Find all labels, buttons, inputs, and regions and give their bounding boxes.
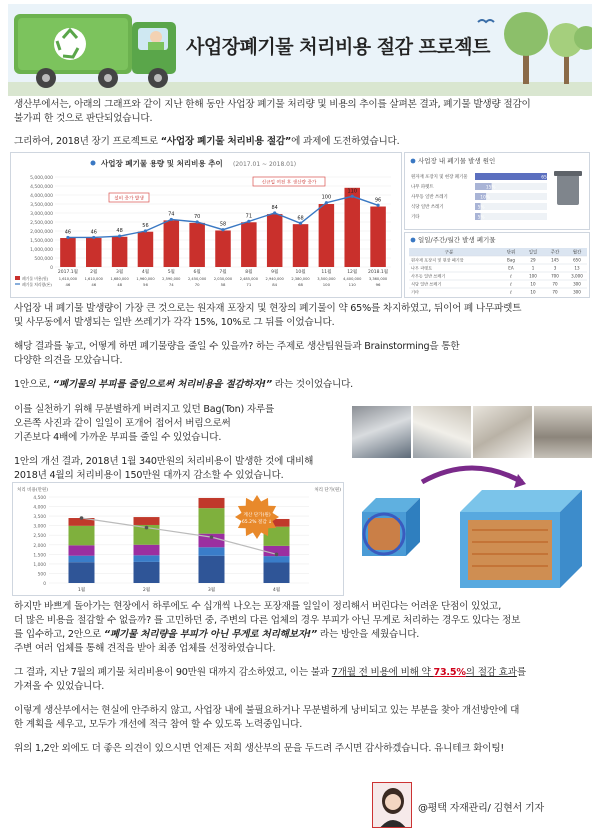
tons-table-value: 48 (117, 282, 123, 287)
tons-data-label: 70 (193, 214, 201, 220)
y-tick-label: 3,000 (33, 524, 46, 530)
tons-data-label: 46 (90, 229, 97, 236)
photo-3 (473, 406, 532, 458)
y-tick-label: 2,000,000 (30, 230, 53, 235)
tons-point (299, 222, 302, 225)
intro-text: 그리하여, 2018년 장기 프로젝트로 (14, 136, 161, 147)
cost-bar (293, 224, 309, 267)
cost-bar (215, 230, 231, 267)
tons-data-label: 71 (245, 213, 253, 220)
cost-table-value: 1,680,000 (110, 277, 129, 281)
table-cell: 300 (573, 281, 581, 287)
plan1-slogan: “폐기물의 부피를 줄임으로써 처리비용을 절감하자!” (52, 379, 272, 390)
x-tick-label: 2월 (142, 588, 151, 593)
closing-line-1: 이렇게 생산부에서는 현실에 안주하지 않고, 사업장 내에 불필요하거나 무분별하게 낭비되고 있는 부분을 찾아 개선방안에 대 (14, 705, 520, 716)
y-tick-label: 3,500 (33, 515, 46, 521)
tons-table-value: 96 (375, 282, 381, 287)
table-cell: 기타 (411, 289, 419, 295)
y-tick-label: 1,500,000 (30, 239, 53, 244)
cost-table-value: 1,960,000 (136, 277, 155, 281)
tons-point (221, 228, 224, 231)
x-tick-label: 5월 (167, 270, 175, 275)
table-cell: Bag (507, 257, 515, 263)
brainstorm-line-1: 해당 결과를 놓고, 어떻게 하면 폐기물량을 줄일 수 있을까? 하는 주제로 생산팀원들과 Brainstorming을 통한 (14, 341, 460, 352)
cost-bar (189, 223, 205, 267)
tons-point (118, 235, 121, 238)
tons-table-value: 56 (143, 282, 148, 287)
y-tick-label: 3,500,000 (30, 203, 53, 208)
y-tick-label: 4,000 (33, 505, 46, 511)
tons-table-value: 58 (220, 282, 226, 287)
left-axis-label: 처리 비용(만원) (17, 488, 49, 493)
tons-table-value: 68 (298, 282, 303, 287)
cost-table-value: 2,450,000 (188, 277, 207, 281)
x-tick-label: 2018.1월 (368, 270, 389, 275)
y-tick-label: 4,500,000 (30, 185, 53, 190)
table-cell: 10 (530, 281, 536, 287)
title-bullet-icon (91, 161, 96, 166)
callout-line-2: 65.2% 절감 ↓ (241, 520, 273, 525)
chart-period: (2017.01 ~ 2018.01) (233, 161, 297, 168)
x-tick-label: 4월 (272, 588, 281, 593)
table-cell: 145 (551, 257, 559, 263)
x-tick-label: 6월 (193, 270, 201, 275)
cause-label: 원자재 포장지 및 현장 폐기물 (411, 175, 468, 180)
table-cell: 700 (551, 273, 559, 279)
legend-tons-label: 폐기물 처리량(톤) (22, 282, 52, 287)
tons-table-value: 110 (348, 282, 356, 287)
tree-icon (478, 12, 592, 84)
table-header-cell: 일일 (528, 250, 538, 256)
cause-title: 사업장 내 폐기물 발생 원인 (418, 157, 496, 165)
tons-data-label: 48 (116, 228, 123, 235)
y-tick-label: 2,500 (33, 534, 46, 540)
reporter-portrait-icon (373, 783, 412, 828)
cause-label: 나무 파렛트 (411, 185, 434, 190)
table-cell: 10 (530, 289, 536, 295)
cause-percent: 5% (477, 215, 485, 221)
tons-point (66, 236, 69, 239)
table-cell: ℓ (510, 289, 512, 295)
legend-cost-label: 폐기물 비용(원) (22, 276, 49, 281)
stack-segment (264, 563, 290, 583)
result2-underline: 7개월 전 비용에 비해 약 (331, 667, 434, 678)
table-cell: 3 (553, 265, 557, 271)
main-chart-panel (10, 152, 402, 298)
header-banner (8, 4, 592, 96)
analysis-line-2: 및 사무동에서 발생되는 일반 쓰레기가 각각 15%, 10%로 그 뒤를 이었습니다. (14, 317, 335, 328)
unit-cost-point (80, 516, 84, 520)
plan1-line (14, 378, 353, 393)
y-tick-label: 5,000,000 (30, 176, 53, 181)
cost-table-value: 4,400,000 (343, 277, 362, 281)
cause-percent: 15% (485, 185, 496, 191)
cost-table-value: 2,485,000 (239, 277, 258, 281)
cost-table-value: 3,500,000 (317, 277, 336, 281)
tons-data-label: 68 (297, 215, 304, 222)
tons-data-label: 110 (347, 188, 358, 195)
reporter-avatar (372, 782, 412, 828)
y-tick-label: 500 (37, 572, 46, 578)
x-tick-label: 11월 (321, 270, 332, 275)
cost-bar (344, 188, 360, 267)
plan1-suffix: 라는 것이었습니다. (271, 379, 354, 390)
cause-percent: 10% (480, 195, 491, 201)
tons-data-label: 74 (168, 211, 175, 218)
cost-bar (267, 214, 283, 267)
x-tick-label: 9월 (271, 270, 279, 275)
cause-track (475, 213, 547, 220)
tons-data-label: 46 (64, 229, 72, 236)
table-header-cell: 단위 (506, 250, 516, 256)
x-tick-label: 4월 (141, 270, 150, 275)
cost-table-value: 2,380,000 (291, 277, 310, 281)
saving-percent: 73.5% (433, 667, 466, 678)
cause-label: 사무동 일반 쓰레기 (411, 195, 448, 200)
result1-line-1: 1안의 개선 결과, 2018년 1월 340만원의 처리비용이 발생한 것에 대비해 (14, 456, 314, 467)
bag-line-3: 기존보다 4배에 가까운 부피를 줄일 수 있었습니다. (14, 432, 222, 443)
stack-segment (69, 562, 95, 583)
table-cell: ℓ (510, 273, 512, 279)
bag-line-2: 오른쪽 사진과 같이 일일이 포개어 접어서 버림으로써 (14, 418, 231, 429)
panel-bullet-icon (411, 238, 416, 243)
tons-point (247, 220, 250, 223)
plan2-line-1: 하지만 바쁘게 돌아가는 현장에서 하루에도 수 십개씩 나오는 포장재를 일일이 정리해서 버린다는 어려운 단점이 있었고, (14, 601, 502, 612)
y-tick-label: 1,000 (33, 562, 46, 568)
result2-line-1 (14, 666, 526, 681)
stack-segment (134, 562, 160, 583)
table-cell: 300 (573, 289, 581, 295)
unit-cost-point (275, 553, 279, 557)
waste-cost-trend-chart (11, 153, 403, 299)
tons-table-value: 100 (322, 282, 331, 287)
panel-bullet-icon (411, 159, 416, 164)
period-waste-table (405, 233, 591, 299)
result2-underline-2: 의 절감 효과 (465, 667, 517, 678)
cost-table-value: 1,610,000 (84, 277, 103, 281)
photo-1 (352, 406, 411, 458)
plan2-suffix: 라는 방안을 세웠습니다. (317, 629, 420, 640)
annotation-1: 설비 증가 발생 (114, 196, 144, 202)
cause-track (475, 203, 547, 210)
cost-table-value: 1,610,000 (58, 277, 78, 281)
cost-reduction-chart-panel (12, 482, 344, 596)
table-cell: 100 (529, 273, 537, 279)
period-title: 일일/주간/월간 발생 폐기물 (418, 236, 496, 244)
photo-2 (413, 406, 472, 458)
tons-data-label: 56 (142, 223, 149, 229)
table-cell: 70 (552, 281, 558, 287)
table-cell: 13 (574, 265, 580, 271)
x-tick-label: 10월 (295, 270, 306, 275)
cause-bar (475, 173, 547, 180)
tons-table-value: 74 (168, 282, 174, 287)
y-tick-label: 4,000,000 (30, 194, 53, 199)
period-panel (404, 232, 590, 298)
tons-point (144, 229, 147, 232)
cost-bar (164, 220, 180, 267)
garbage-truck-icon (14, 14, 176, 88)
analysis-line-1: 사업장 내 폐기물 발생량이 가장 큰 것으로는 원자재 포장지 및 현장의 폐기물이 약 65%를 차지하였고, 뒤이어 폐 나무파렛트 (14, 303, 522, 314)
stack-segment (199, 498, 225, 508)
result1-line-2: 2018년 4월의 처리비용이 150만원 대까지 감소할 수 있었습니다. (14, 470, 284, 481)
x-tick-label: 8월 (245, 270, 253, 275)
plan2-prefix: 를 입수하고, 2안으로 (14, 629, 104, 640)
stack-segment (69, 545, 95, 555)
result2-prefix: 그 결과, 지난 7월의 폐기물 처리비용이 90만원 대까지 감소하였고, 이는 불과 (14, 667, 332, 678)
stack-segment (134, 545, 160, 556)
cause-percent: 65% (541, 175, 551, 181)
cost-table-value: 2,030,000 (213, 277, 233, 281)
table-header-cell: 주간 (550, 250, 560, 256)
stack-segment (69, 556, 95, 562)
x-tick-label: 7월 (219, 270, 227, 275)
chart-title: 사업장 폐기물 용량 및 처리비용 추이 (101, 159, 223, 168)
tons-table-value: 70 (194, 282, 200, 287)
byline: @평택 자재관리/ 김현서 기자 (418, 803, 544, 814)
intro-text-end: 에 과제에 도전하였습니다. (291, 136, 400, 147)
cost-bar (60, 238, 76, 267)
tons-point (196, 220, 199, 223)
tons-point (273, 211, 276, 214)
table-cell: 사무동 일반 쓰레기 (411, 273, 446, 279)
cost-bar (138, 232, 154, 267)
cost-table-value: 3,360,000 (368, 277, 388, 281)
plan2-slogan: “폐기물 처리량을 부피가 아닌 무게로 처리해보자!” (103, 629, 318, 640)
cost-bar (319, 204, 335, 267)
right-axis-label: 처리 단가(원) (314, 488, 341, 493)
y-tick-label: 0 (43, 582, 46, 587)
tons-data-label: 100 (321, 194, 332, 201)
table-cell: 650 (573, 257, 581, 263)
table-cell: EA (508, 265, 514, 271)
intro-line-1: 생산부에서는, 아래의 그래프와 같이 지난 한해 동안 사업장 폐기물 처리량 및 비용의 추이를 살펴본 결과, 폐기물 발생량 절감이 (14, 99, 531, 110)
plan2-line-3 (14, 628, 419, 643)
tons-table-value: 84 (272, 282, 278, 287)
cause-percent: 5% (477, 205, 485, 211)
trash-bin-lid-icon (554, 171, 582, 176)
tons-point (325, 201, 328, 204)
cost-bar (370, 207, 386, 267)
y-tick-label: 3,000,000 (30, 212, 53, 217)
y-tick-label: 500,000 (34, 257, 53, 262)
result2-suffix: 를 (516, 667, 526, 678)
unit-cost-point (210, 535, 214, 539)
brainstorm-line-2: 다양한 의견을 모았습니다. (14, 355, 123, 366)
y-tick-label: 4,500 (33, 496, 46, 501)
stack-segment (199, 547, 225, 556)
stack-segment (199, 508, 225, 534)
table-header-cell: 월간 (572, 250, 582, 256)
callout-line-1: 계산 단가(원) (243, 513, 271, 518)
x-tick-label: 2월 (90, 270, 98, 275)
x-tick-label: 3월 (207, 588, 216, 593)
stack-segment (134, 555, 160, 562)
stack-segment (199, 556, 225, 583)
cost-bar (112, 237, 128, 267)
intro-line-2: 불가피 한 것으로 판단되었습니다. (14, 113, 153, 124)
y-tick-label: 2,000 (33, 543, 46, 549)
unit-cost-point (145, 526, 149, 530)
intro-line-3 (14, 135, 399, 150)
bag-line-1: 이를 실천하기 위해 무분별하게 버려지고 있던 Bag(Ton) 자루를 (14, 404, 275, 415)
tons-point (351, 195, 354, 198)
cost-bar (86, 238, 102, 267)
table-cell: 3,000 (571, 273, 583, 279)
cause-panel (404, 152, 590, 230)
x-tick-label: 3월 (116, 270, 124, 275)
y-tick-label: 1,500 (33, 553, 46, 559)
table-header-cell: 구분 (444, 250, 454, 256)
bag-folding-photos (352, 406, 592, 458)
y-tick-label: 1,000,000 (30, 248, 53, 253)
cost-table-value: 2,590,000 (162, 277, 181, 281)
closing-line-2: 한 계획을 세우고, 모두가 개선에 적극 참여 할 수 있도록 노력중입니다. (14, 719, 303, 730)
stack-segment (264, 556, 290, 562)
tons-table-value: 46 (91, 282, 97, 287)
project-name: “사업장 폐기물 처리비용 절감” (160, 136, 292, 147)
y-tick-label: 2,500,000 (30, 221, 53, 226)
x-tick-label: 2017.1월 (57, 270, 78, 275)
annotation-2: 신규업 여전 후 생산량 증가 (261, 180, 317, 186)
cause-label: 기타 (411, 215, 420, 220)
table-cell: 70 (552, 289, 558, 295)
y-tick-label: 0 (50, 266, 53, 271)
volume-reduction-illustration (352, 460, 592, 590)
table-cell: ℓ (510, 281, 512, 287)
tons-point (170, 218, 173, 221)
tons-table-value: 46 (65, 282, 71, 287)
table-cell: 원자재 포장지 및 현장 폐기물 (411, 257, 464, 263)
closing-line-3: 위의 1,2안 외에도 더 좋은 의견이 있으시면 언제든 저희 생산부의 문을 두드려 주시면 감사하겠습니다. 유니테크 화이팅! (14, 743, 505, 754)
x-tick-label: 12월 (347, 270, 358, 275)
cause-label: 식당 일반 쓰레기 (411, 205, 444, 210)
table-cell: 나무 파렛트 (411, 265, 433, 271)
table-header-bg (409, 248, 587, 256)
result2-line-2: 가져올 수 있었습니다. (14, 681, 105, 692)
table-cell: 식당 일반 쓰레기 (411, 281, 442, 287)
stack-segment (134, 517, 160, 525)
legend-cost-swatch (15, 276, 20, 280)
plan1-prefix: 1안으로, (14, 379, 53, 390)
table-cell: 1 (531, 265, 535, 271)
tons-point (376, 204, 379, 207)
cost-bar (241, 222, 257, 267)
tons-table-value: 71 (246, 282, 252, 287)
page-title: 사업장폐기물 처리비용 절감 프로젝트 (186, 36, 491, 58)
waste-cause-table (405, 153, 591, 231)
plan2-line-2: 더 많은 비용을 절감할 수 없을까? 를 고민하던 중, 주변의 다른 업체의 경우 부피가 아닌 무게로 처리하는 경우도 있다는 정보 (14, 615, 521, 626)
stack-segment (69, 526, 95, 545)
tons-data-label: 58 (219, 221, 227, 228)
tons-data-label: 96 (374, 197, 382, 204)
cost-table-value: 2,940,000 (265, 277, 284, 281)
table-cell: 29 (530, 257, 536, 263)
photo-4 (534, 406, 593, 458)
x-tick-label: 1월 (77, 588, 86, 593)
cost-reduction-chart (13, 483, 345, 597)
tons-data-label: 84 (271, 205, 278, 211)
trash-bin-icon (557, 175, 579, 205)
plan2-line-4: 주변 여러 업체를 통해 견적을 받아 최종 업체를 선정하였습니다. (14, 643, 276, 654)
tons-point (92, 236, 95, 239)
